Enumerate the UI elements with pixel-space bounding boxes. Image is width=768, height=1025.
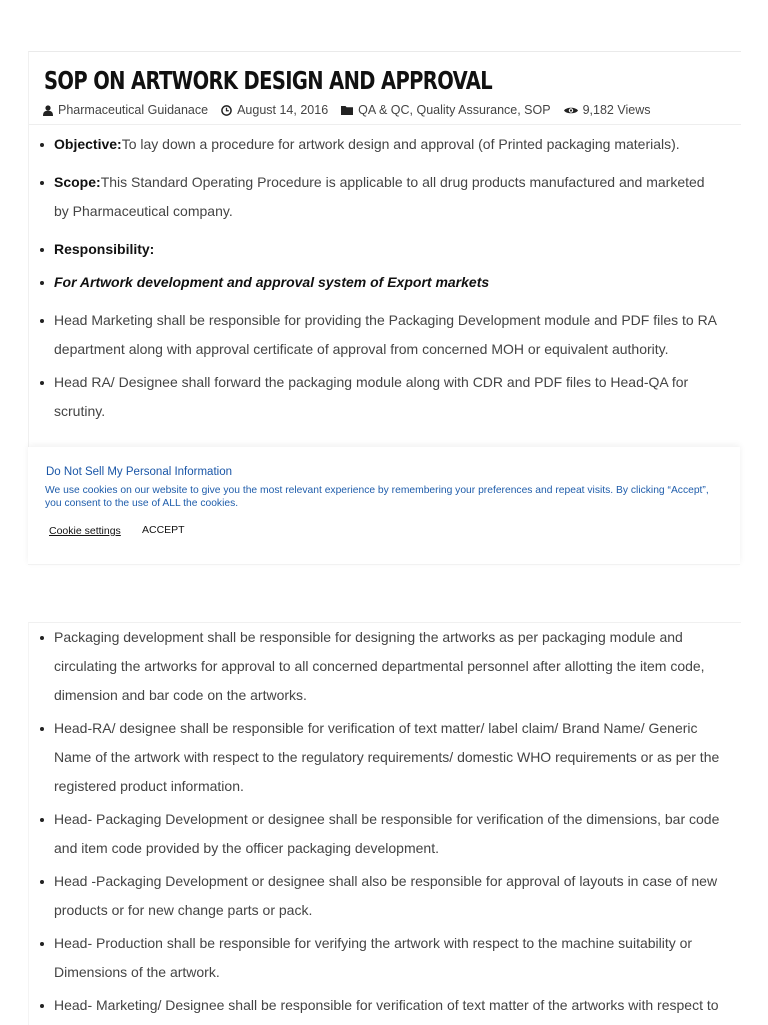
scope-text: This Standard Operating Procedure is applicable to all drug products manufactured and marketed (100, 174, 705, 190)
views-meta (564, 103, 651, 117)
bullet (40, 381, 44, 385)
folder-icon (341, 105, 353, 115)
scope-label: Scope: (54, 174, 101, 190)
list-item (29, 929, 741, 987)
article-card-continued (28, 622, 741, 1025)
item-text: registered product information. (54, 778, 244, 794)
section-heading: For Artwork development and approval system of Export markets (54, 274, 490, 290)
item-text: Head- Marketing/ Designee shall be responsible for verification of text matter of the artworks with respect to (54, 997, 719, 1013)
bullet (40, 281, 44, 285)
content-list (29, 623, 741, 1020)
bullet (40, 181, 44, 185)
item-text: Head RA/ Designee shall forward the packaging module along with CDR and PDF files to Head-QA for (54, 374, 689, 390)
post-categories: QA & QC, Quality Assurance, SOP (358, 103, 551, 117)
bullet (40, 1004, 44, 1008)
bullet (40, 636, 44, 640)
item-text: Head-RA/ designee shall be responsible for verification of text matter/ label claim/ Brand Name/ Generic (54, 720, 698, 736)
item-text: products or for new change parts or pack. (54, 902, 313, 918)
do-not-sell-link[interactable]: Do Not Sell My Personal Information (46, 466, 232, 478)
bullet (40, 319, 44, 323)
user-icon (43, 105, 53, 116)
eye-icon (564, 106, 578, 115)
list-item (29, 306, 741, 364)
objective-text: To lay down a procedure for artwork design and approval (of Printed packaging materials). (121, 136, 680, 152)
post-meta (43, 103, 741, 117)
article-card (28, 51, 741, 448)
item-text: and item code provided by the officer packaging development. (54, 840, 439, 856)
meta-divider (29, 124, 741, 125)
content-list (29, 130, 741, 426)
list-item (29, 991, 741, 1020)
accept-button[interactable]: ACCEPT (142, 524, 185, 536)
page-title: SOP ON ARTWORK DESIGN AND APPROVAL (44, 66, 493, 95)
item-text: Head Marketing shall be responsible for providing the Packaging Development module and PDF files to RA (54, 312, 718, 328)
item-text: Head -Packaging Development or designee shall also be responsible for approval of layouts in case of new (54, 873, 718, 889)
cookie-message: We use cookies on our website to give you the most relevant experience by remembering your preferences and repeat visits. By clicking “Accept”, you consent to the use of ALL the cookies. (45, 485, 709, 509)
item-text: circulating the artworks for approval to all concerned departmental personnel after allotting the item code, (54, 658, 705, 674)
categories-meta[interactable] (341, 103, 550, 117)
cookie-settings-button[interactable]: Cookie settings (49, 525, 121, 537)
item-text: Head- Production shall be responsible for verifying the artwork with respect to the machine suitability or (54, 935, 693, 951)
list-item (29, 623, 741, 710)
list-item (29, 805, 741, 863)
bullet (40, 727, 44, 731)
list-item (29, 368, 741, 426)
bullet (40, 942, 44, 946)
author-meta[interactable] (43, 103, 208, 117)
list-item (29, 268, 741, 297)
list-item (29, 867, 741, 925)
list-item (29, 714, 741, 801)
list-item (29, 130, 741, 159)
post-date: August 14, 2016 (237, 103, 329, 117)
view-count: 9,182 Views (582, 103, 651, 117)
item-text: scrutiny. (54, 403, 106, 419)
bullet (40, 248, 44, 252)
bullet (40, 143, 44, 147)
list-item (29, 168, 741, 226)
item-text: Name of the artwork with respect to the regulatory requirements/ domestic WHO requirements or as per the (54, 749, 720, 765)
bullet (40, 818, 44, 822)
scope-text: by Pharmaceutical company. (54, 203, 233, 219)
author-name: Pharmaceutical Guidanace (58, 103, 209, 117)
item-text: Dimensions of the artwork. (54, 964, 220, 980)
list-item (29, 235, 741, 264)
item-text: Head- Packaging Development or designee shall be responsible for verification of the dimensions, bar code (54, 811, 720, 827)
item-text: department along with approval certificate of approval from concerned MOH or equivalent authority. (54, 341, 669, 357)
item-text: Packaging development shall be responsible for designing the artworks as per packaging module and (54, 629, 683, 645)
clock-icon (221, 105, 232, 116)
bullet (40, 880, 44, 884)
cookie-banner (28, 447, 740, 565)
objective-label: Objective: (54, 136, 122, 152)
responsibility-label: Responsibility: (54, 241, 155, 257)
item-text: dimension and bar code on the artworks. (54, 687, 307, 703)
date-meta (221, 103, 328, 117)
